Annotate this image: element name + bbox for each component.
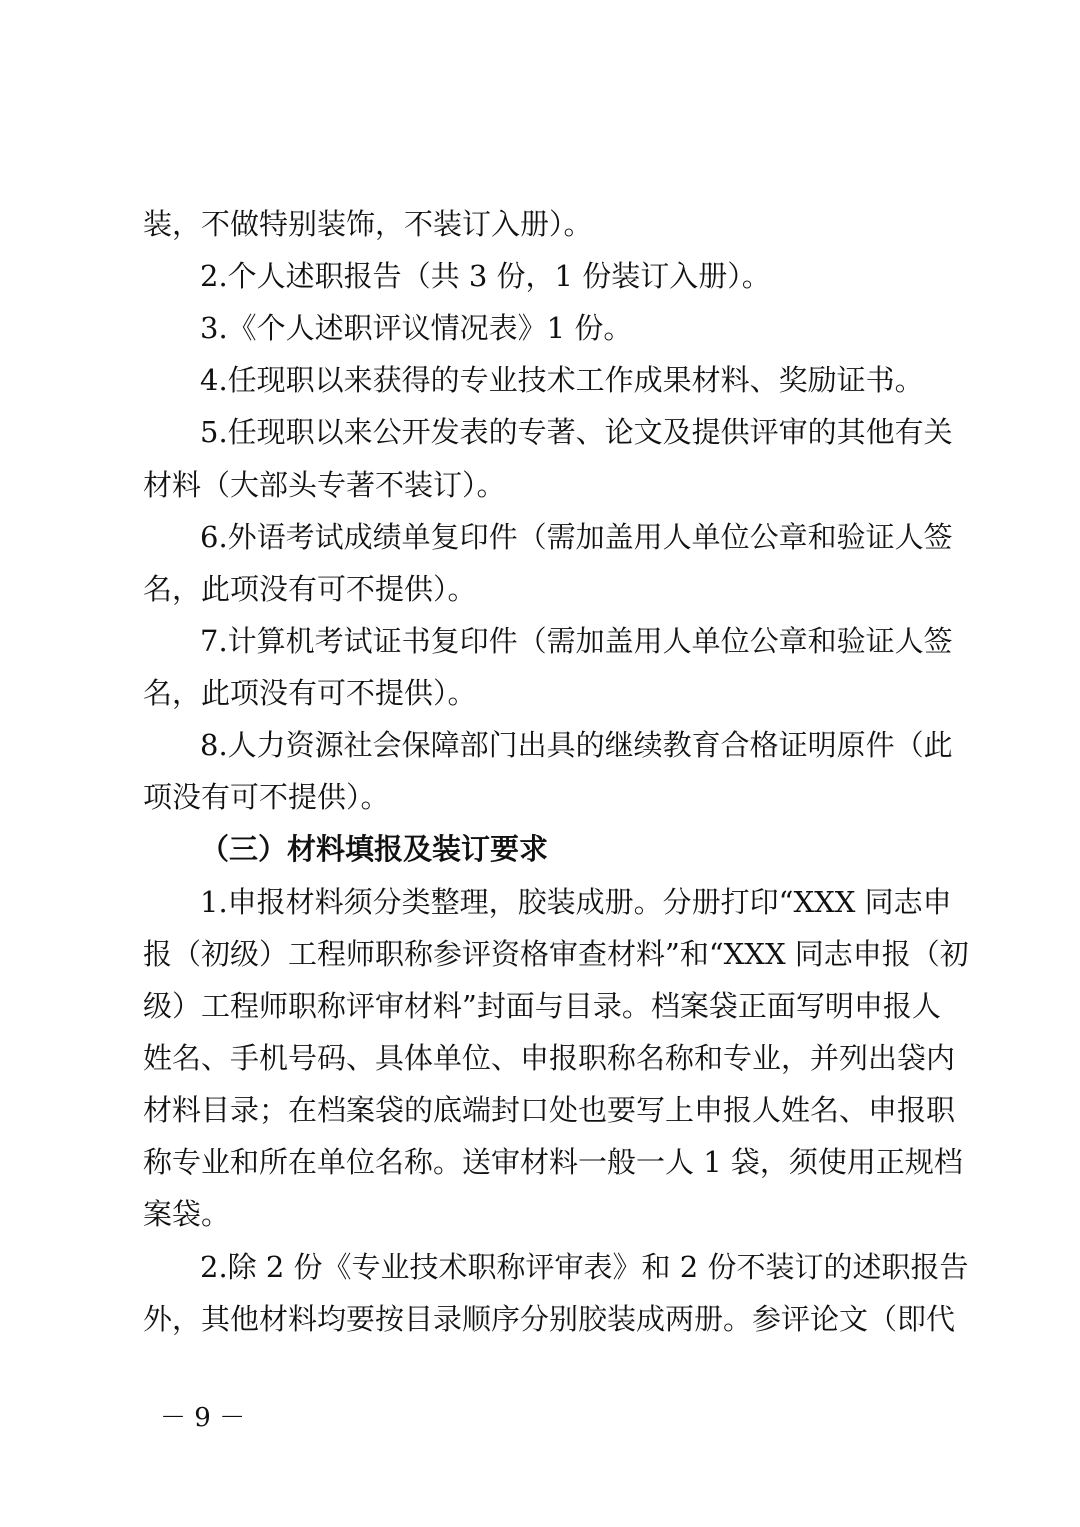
section-heading: （三）材料填报及装订要求	[200, 832, 549, 866]
paragraph-1-line-1: 1.申报材料须分类整理，胶装成册。分册打印“XXX 同志申	[200, 885, 952, 919]
paragraph-2-line-1: 2.除 2 份《专业技术职称评审表》和 2 份不装订的述职报告	[200, 1250, 969, 1284]
list-item-5-continuation: 材料（大部头专著不装订）。	[143, 468, 506, 502]
list-item-2: 2.个人述职报告（共 3 份，1 份装订入册）。	[200, 259, 771, 293]
paragraph-1-line-3: 级）工程师职称评审材料”封面与目录。档案袋正面写明申报人	[143, 989, 941, 1023]
paragraph-2-line-2: 外，其他材料均要按目录顺序分别胶装成两册。参评论文（即代	[143, 1302, 956, 1336]
list-item-8: 8.人力资源社会保障部门出具的继续教育合格证明原件（此	[200, 728, 953, 762]
page-number: － 9 －	[160, 1403, 246, 1433]
list-item-8-continuation: 项没有可不提供）。	[143, 780, 390, 814]
paragraph-1-line-2: 报（初级）工程师职称参评资格审查材料”和“XXX 同志申报（初	[143, 937, 969, 971]
list-item-5: 5.任现职以来公开发表的专著、论文及提供评审的其他有关	[200, 415, 953, 449]
list-item-6: 6.外语考试成绩单复印件（需加盖用人单位公章和验证人签	[200, 520, 953, 554]
paragraph-1-line-4: 姓名、手机号码、具体单位、申报职称名称和专业，并列出袋内	[143, 1041, 956, 1075]
paragraph-1-line-5: 材料目录；在档案袋的底端封口处也要写上申报人姓名、申报职	[143, 1093, 956, 1127]
paragraph-1-line-6: 称专业和所在单位名称。送审材料一般一人 1 袋，须使用正规档	[143, 1145, 963, 1179]
list-item-7: 7.计算机考试证书复印件（需加盖用人单位公章和验证人签	[200, 624, 953, 658]
list-item-6-continuation: 名，此项没有可不提供）。	[143, 572, 477, 606]
list-item-7-continuation: 名，此项没有可不提供）。	[143, 676, 477, 710]
list-item-4: 4.任现职以来获得的专业技术工作成果材料、奖励证书。	[200, 363, 924, 397]
list-item-3: 3.《个人述职评议情况表》1 份。	[200, 311, 633, 345]
paragraph-1-line-7: 案袋。	[143, 1197, 231, 1231]
text-line-continuation: 装，不做特别装饰，不装订入册）。	[143, 207, 593, 241]
